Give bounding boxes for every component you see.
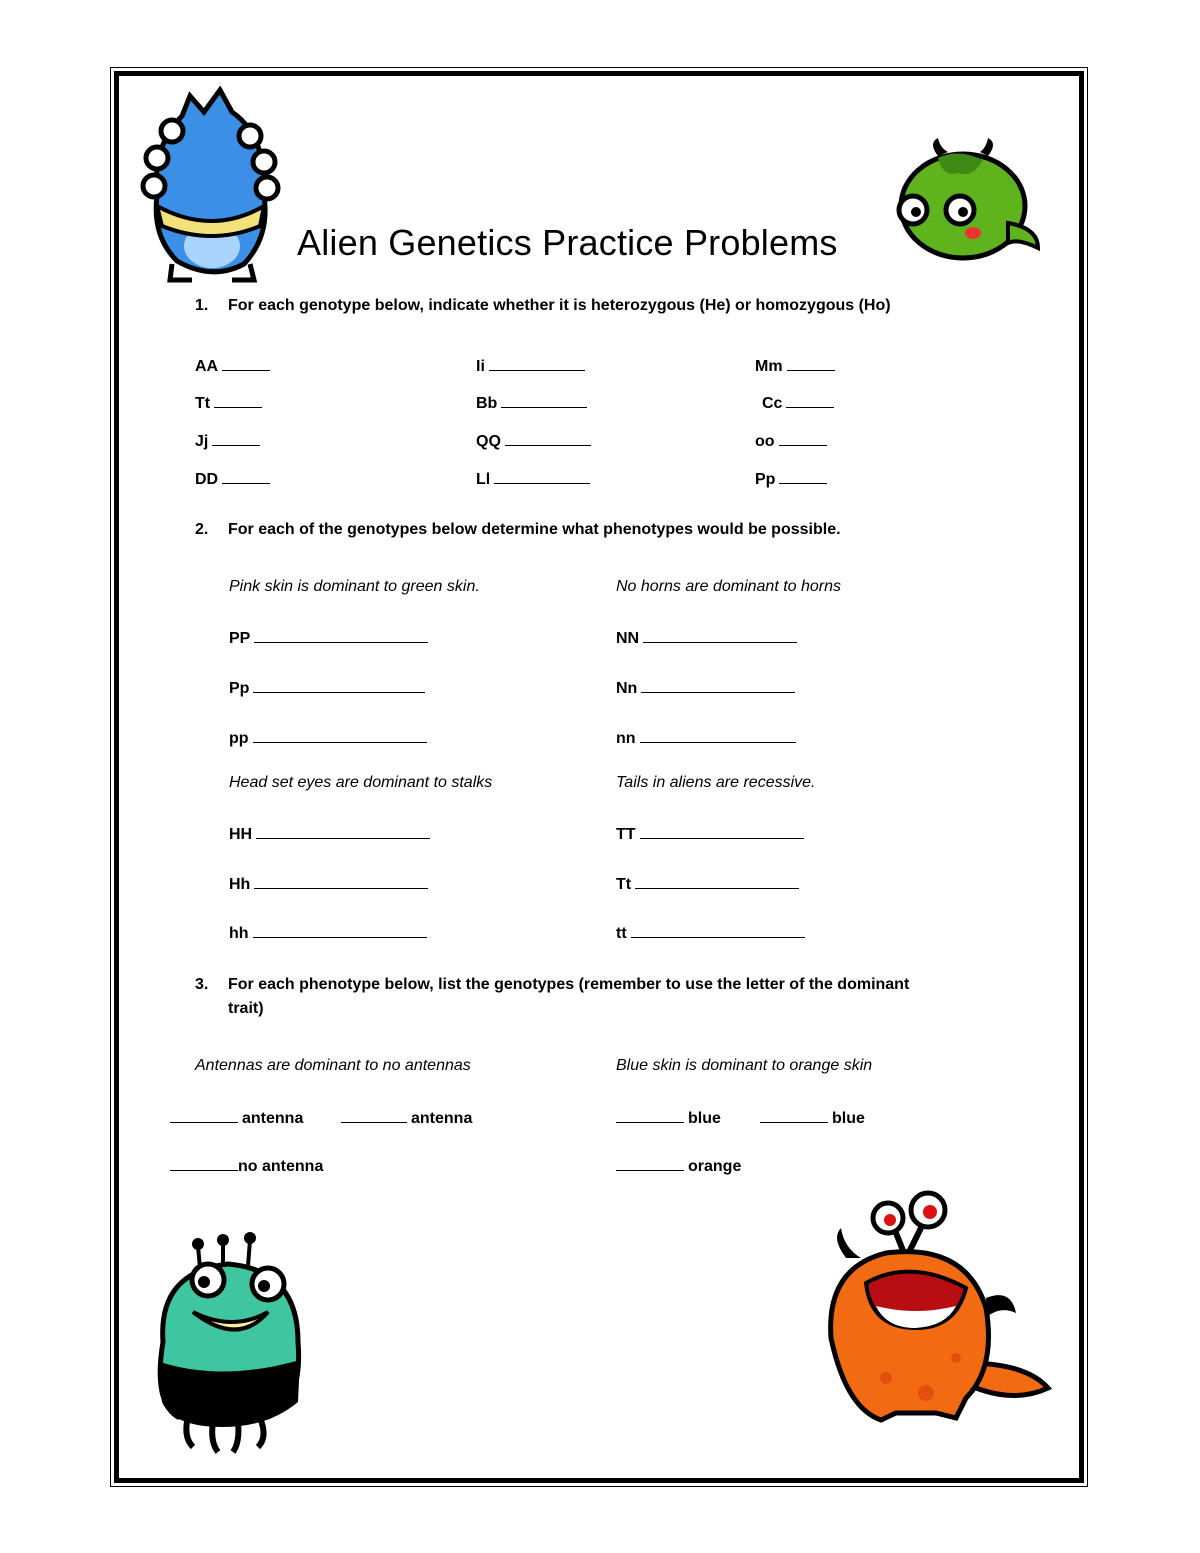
q2-text: For each of the genotypes below determine what phenotypes would be possible. — [228, 521, 841, 538]
answer-blank[interactable] — [254, 626, 428, 643]
phenotype-label: no antenna — [238, 1158, 324, 1175]
answer-blank[interactable] — [505, 429, 591, 446]
answer-blank[interactable] — [222, 467, 270, 484]
answer-blank[interactable] — [631, 921, 805, 938]
genotype-label: nn — [616, 730, 636, 747]
phenotype-label: blue — [832, 1110, 865, 1127]
q2-item[interactable] — [229, 626, 428, 648]
q3-text-line2: trait) — [228, 1000, 264, 1017]
orange-alien-illustration — [826, 1188, 1054, 1423]
teal-alien-illustration — [138, 1232, 310, 1457]
answer-blank[interactable] — [779, 467, 827, 484]
answer-blank[interactable] — [341, 1106, 407, 1123]
phenotype-label: antenna — [411, 1110, 473, 1127]
genotype-label: Ii — [476, 358, 485, 375]
q3-item[interactable] — [170, 1106, 303, 1128]
blue-alien-illustration — [132, 86, 292, 286]
phenotype-label: orange — [688, 1158, 742, 1175]
genotype-label: Jj — [195, 433, 209, 450]
genotype-label: Ll — [476, 471, 491, 488]
q1-item[interactable] — [755, 467, 827, 489]
q3-item[interactable] — [170, 1154, 323, 1176]
genotype-label: HH — [229, 826, 253, 843]
genotype-label: Cc — [762, 395, 783, 412]
answer-blank[interactable] — [212, 429, 260, 446]
q3-item[interactable] — [760, 1106, 865, 1128]
q2-item[interactable] — [616, 676, 795, 698]
genotype-label: Hh — [229, 876, 251, 893]
answer-blank[interactable] — [640, 726, 796, 743]
answer-blank[interactable] — [489, 354, 585, 371]
genotype-label: NN — [616, 630, 640, 647]
phenotype-label: antenna — [242, 1110, 304, 1127]
q3-item[interactable] — [616, 1106, 721, 1128]
q1-item[interactable] — [195, 391, 262, 413]
q3-item[interactable] — [616, 1154, 741, 1176]
answer-blank[interactable] — [779, 429, 827, 446]
answer-blank[interactable] — [254, 872, 428, 889]
q1-item[interactable] — [755, 354, 835, 376]
q1-item[interactable] — [476, 429, 591, 451]
q2-item[interactable] — [229, 726, 427, 748]
genotype-label: TT — [616, 826, 636, 843]
genotype-label: Tt — [195, 395, 211, 412]
q1-item[interactable] — [755, 429, 827, 451]
genotype-label: Pp — [229, 680, 250, 697]
q2-item[interactable] — [229, 676, 425, 698]
phenotype-label: blue — [688, 1110, 721, 1127]
answer-blank[interactable] — [170, 1106, 238, 1123]
q2-rule: Pink skin is dominant to green skin. — [229, 578, 480, 595]
genotype-label: QQ — [476, 433, 501, 450]
answer-blank[interactable] — [253, 921, 427, 938]
answer-blank[interactable] — [616, 1154, 684, 1171]
answer-blank[interactable] — [787, 354, 835, 371]
q1-item[interactable] — [762, 391, 834, 413]
q2-item[interactable] — [229, 921, 427, 943]
answer-blank[interactable] — [214, 391, 262, 408]
q2-item[interactable] — [616, 872, 799, 894]
q2-item[interactable] — [229, 872, 428, 894]
genotype-label: Pp — [755, 471, 776, 488]
answer-blank[interactable] — [640, 822, 804, 839]
q3-rule: Blue skin is dominant to orange skin — [616, 1057, 873, 1074]
q1-item[interactable] — [195, 467, 270, 489]
q1-item[interactable] — [195, 429, 260, 451]
answer-blank[interactable] — [760, 1106, 828, 1123]
answer-blank[interactable] — [253, 676, 425, 693]
genotype-label: pp — [229, 730, 249, 747]
q1-item[interactable] — [476, 354, 585, 376]
q2-item[interactable] — [616, 726, 796, 748]
page-title: Alien Genetics Practice Problems — [297, 222, 838, 263]
answer-blank[interactable] — [222, 354, 270, 371]
q2-item[interactable] — [616, 822, 804, 844]
answer-blank[interactable] — [641, 676, 795, 693]
q1-item[interactable] — [476, 391, 587, 413]
answer-blank[interactable] — [253, 726, 427, 743]
q2-item[interactable] — [229, 822, 430, 844]
answer-blank[interactable] — [501, 391, 587, 408]
answer-blank[interactable] — [643, 626, 797, 643]
q2-rule: Tails in aliens are recessive. — [616, 774, 816, 791]
genotype-label: Tt — [616, 876, 632, 893]
q2-item[interactable] — [616, 921, 805, 943]
q3-text-line1: For each phenotype below, list the genotypes (remember to use the letter of the dominant — [228, 976, 910, 993]
genotype-label: AA — [195, 358, 219, 375]
q1-item[interactable] — [476, 467, 590, 489]
genotype-label: oo — [755, 433, 775, 450]
q1-item[interactable] — [195, 354, 270, 376]
q1-number: 1. — [195, 297, 209, 314]
q1-text: For each genotype below, indicate whether it is heterozygous (He) or homozygous (Ho) — [228, 297, 891, 314]
q2-rule: Head set eyes are dominant to stalks — [229, 774, 493, 791]
q2-number: 2. — [195, 521, 209, 538]
answer-blank[interactable] — [635, 872, 799, 889]
genotype-label: tt — [616, 925, 627, 942]
genotype-label: hh — [229, 925, 249, 942]
genotype-label: PP — [229, 630, 251, 647]
green-alien-illustration — [888, 138, 1043, 268]
q2-rule: No horns are dominant to horns — [616, 578, 842, 595]
answer-blank[interactable] — [786, 391, 834, 408]
answer-blank[interactable] — [256, 822, 430, 839]
answer-blank[interactable] — [616, 1106, 684, 1123]
q3-rule: Antennas are dominant to no antennas — [195, 1057, 471, 1074]
answer-blank[interactable] — [170, 1154, 238, 1171]
genotype-label: Mm — [755, 358, 783, 375]
genotype-label: Nn — [616, 680, 638, 697]
genotype-label: Bb — [476, 395, 498, 412]
q3-number: 3. — [195, 976, 209, 993]
q2-item[interactable] — [616, 626, 797, 648]
answer-blank[interactable] — [494, 467, 590, 484]
q3-item[interactable] — [341, 1106, 472, 1128]
genotype-label: DD — [195, 471, 219, 488]
